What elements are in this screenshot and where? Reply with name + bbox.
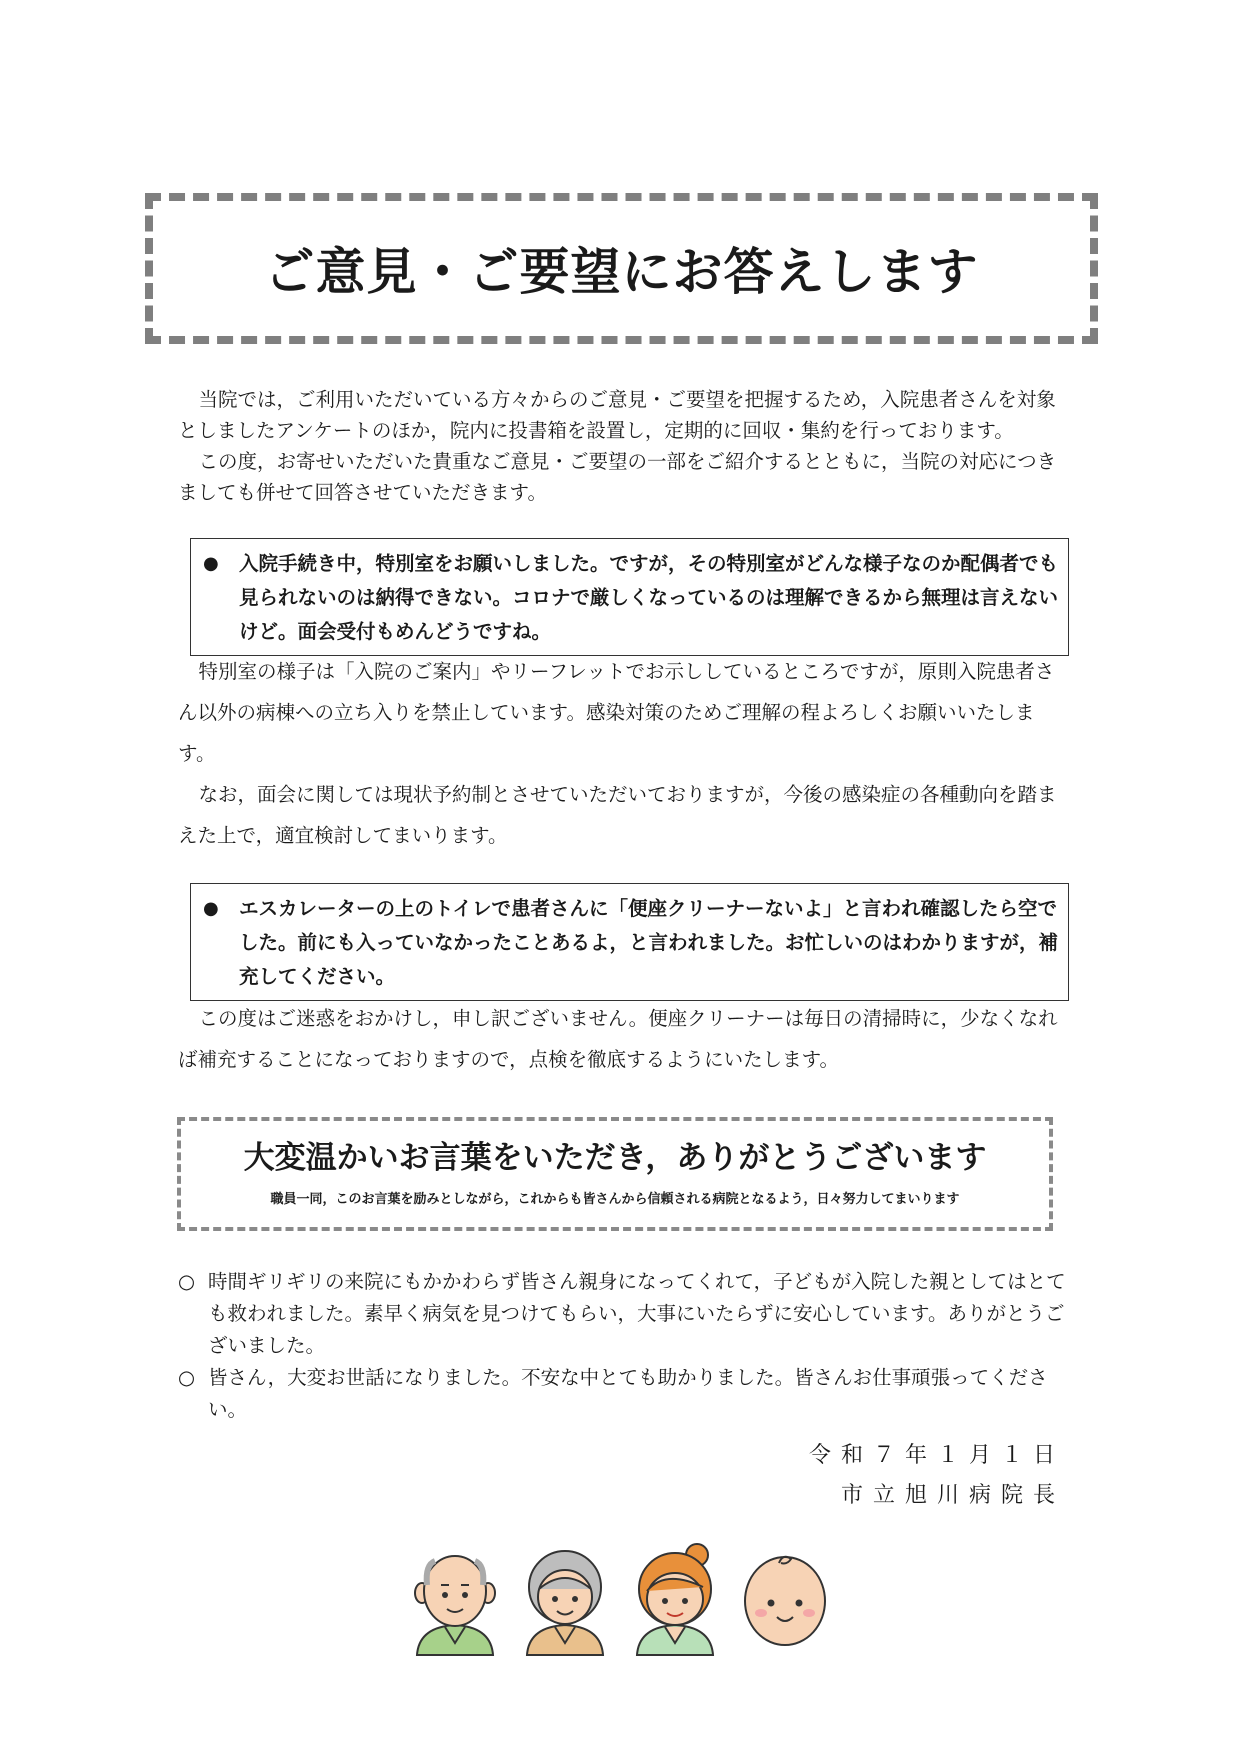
- opinion-box: [190, 883, 1069, 1001]
- opinion-box: [190, 538, 1069, 656]
- bullet-mark: ●: [203, 898, 219, 919]
- response-paragraph: なお，面会に関しては現状予約制とさせていただいておりますが，今後の感染症の各種動向を踏まえた上で，適宜検討してまいります。: [178, 783, 1057, 847]
- intro-text: [178, 384, 1068, 508]
- mother-icon: [637, 1544, 713, 1655]
- opinion-text: エスカレーターの上のトイレで患者さんに「便座クリーナーないよ」と言われ確認したら空でした。前にも入っていなかったことあるよ，と言われました。お忙しいのはわかりますが，補充してください。: [239, 897, 1059, 988]
- comment-item: [178, 1266, 1068, 1362]
- page-title: ご意見・ご要望にお答えします: [264, 243, 979, 301]
- response-paragraph: この度はご迷惑をおかけし，申し訳ございません。便座クリーナーは毎日の清掃時に，少なくなれば補充することになっておりますので，点検を徹底するようにいたします。: [178, 1007, 1058, 1071]
- comment-list: [178, 1266, 1068, 1426]
- comment-item: [178, 1362, 1068, 1426]
- signature-author: 市立旭川病院長: [840, 1483, 1065, 1508]
- intro-paragraph: 当院では，ご利用いただいている方々からのご意見・ご要望を把握するため，入院患者さんを対象としましたアンケートのほか，院内に投書箱を設置し，定期的に回収・集約を行っております。: [178, 388, 1056, 442]
- comment-text: 皆さん，大変お世話になりました。不安な中とても助かりました。皆さんお仕事頑張ってください。: [208, 1366, 1048, 1421]
- bullet-mark: ●: [203, 553, 219, 574]
- signature-date: 令和７年１月１日: [808, 1443, 1065, 1468]
- family-illustration: [405, 1543, 845, 1658]
- opinion-text: 入院手続き中，特別室をお願いしました。ですが，その特別室がどんな様子なのか配偶者でも見られないのは納得できない。コロナで厳しくなっているのは理解できるから無理は言えないけど。面会受付もめんどうですね。: [239, 552, 1059, 643]
- response-text: [178, 651, 1068, 856]
- response-paragraph: 特別室の様子は「入院のご案内」やリーフレットでお示ししているところですが，原則入院患者さん以外の病棟への立ち入りを禁止しています。感染対策のためご理解の程よろしくお願いいたします。: [178, 660, 1055, 765]
- circle-mark: ○: [178, 1366, 196, 1389]
- thanks-title: 大変温かいお言葉をいただき，ありがとうございます: [243, 1140, 987, 1176]
- grandfather-icon: [415, 1556, 495, 1655]
- baby-icon: [745, 1557, 825, 1645]
- intro-paragraph: この度，お寄せいただいた貴重なご意見・ご要望の一部をご紹介するとともに，当院の対応につきましても併せて回答させていただきます。: [178, 450, 1057, 504]
- circle-mark: ○: [178, 1270, 196, 1293]
- thanks-subtitle: 職員一同，このお言葉を励みとしながら，これからも皆さんから信頼される病院となるよう，日々努力してまいります: [270, 1192, 960, 1207]
- comment-text: 時間ギリギリの来院にもかかわらず皆さん親身になってくれて，子どもが入院した親としてはとても救われました。素早く病気を見つけてもらい，大事にいたらずに安心しています。ありがとうございました。: [208, 1270, 1066, 1357]
- grandmother-icon: [527, 1551, 603, 1655]
- response-text: [178, 998, 1068, 1080]
